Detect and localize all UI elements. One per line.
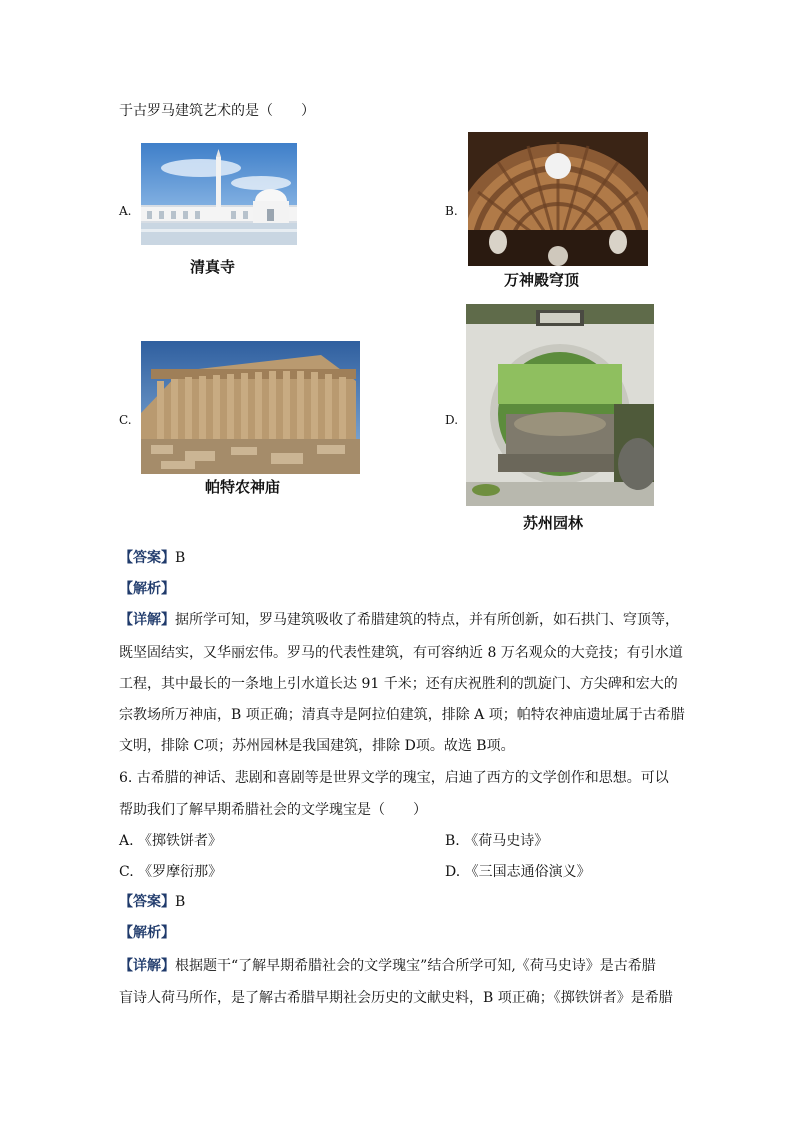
q6-option-d: D. 《三国志通俗演义》 — [445, 864, 591, 880]
detail-q6-line-2: 盲诗人荷马所作，是了解古希腊早期社会历史的文献史料，B 项正确；《掷铁饼者》是希腊 — [119, 990, 673, 1006]
option-d-caption: 苏州园林 — [523, 514, 584, 532]
option-a-letter: A. — [119, 204, 132, 218]
detail-line-5: 文明，排除 C项；苏州园林是我国建筑，排除 D项。故选 B项。 — [119, 738, 515, 754]
detail-q6-line-1: 【详解】根据题干“了解早期希腊社会的文学瑰宝”结合所学可知,《荷马史诗》是古希腊 — [119, 958, 656, 974]
answer-q6 — [119, 892, 185, 912]
answer-label: 【答案】 — [119, 550, 175, 566]
answer-value: B — [175, 894, 186, 910]
option-d-letter: D. — [445, 413, 459, 427]
q6-option-b: B. 《荷马史诗》 — [445, 833, 549, 849]
q6-option-a: A. 《掷铁饼者》 — [119, 833, 223, 849]
question-6-line-2: 帮助我们了解早期希腊社会的文学瑰宝是（ ） — [119, 802, 427, 818]
pantheon-dome-image — [468, 132, 648, 266]
analysis-label: 【解析】 — [119, 925, 175, 941]
mosque-image — [141, 143, 297, 245]
parthenon-image — [141, 341, 360, 474]
suzhou-garden-image — [466, 304, 654, 506]
detail-line-1: 【详解】据所学可知，罗马建筑吸收了希腊建筑的特点，并有所创新，如石拱门、穹顶等， — [119, 612, 679, 628]
analysis-label: 【解析】 — [119, 581, 175, 597]
question-text: 于古罗马建筑艺术的是（ ） — [119, 103, 315, 119]
q6-option-c: C. 《罗摩衍那》 — [119, 864, 223, 880]
detail-label: 【详解】 — [119, 612, 175, 628]
answer-value: B — [175, 550, 186, 566]
answer-q5 — [119, 548, 185, 568]
question-6-line-1: 6. 古希腊的神话、悲剧和喜剧等是世界文学的瑰宝，启迪了西方的文学创作和思想。可以 — [119, 770, 669, 786]
option-a-caption: 清真寺 — [190, 258, 236, 276]
option-c-letter: C. — [119, 413, 132, 427]
detail-line-2: 既坚固结实，又华丽宏伟。罗马的代表性建筑，有可容纳近 8 万名观众的大竞技；有引水道 — [119, 645, 683, 661]
detail-line-3: 工程，其中最长的一条地上引水道长达 91 千米；还有庆祝胜利的凯旋门、方尖碑和宏大的 — [119, 676, 678, 692]
option-c-caption: 帕特农神庙 — [205, 478, 281, 496]
option-b-caption: 万神殿穹顶 — [504, 271, 580, 289]
detail-label: 【详解】 — [119, 958, 175, 974]
answer-label: 【答案】 — [119, 894, 175, 910]
option-b-letter: B. — [445, 204, 458, 218]
detail-line-4: 宗教场所万神庙，B 项正确；清真寺是阿拉伯建筑，排除 A 项；帕特农神庙遗址属于古希腊 — [119, 707, 685, 723]
